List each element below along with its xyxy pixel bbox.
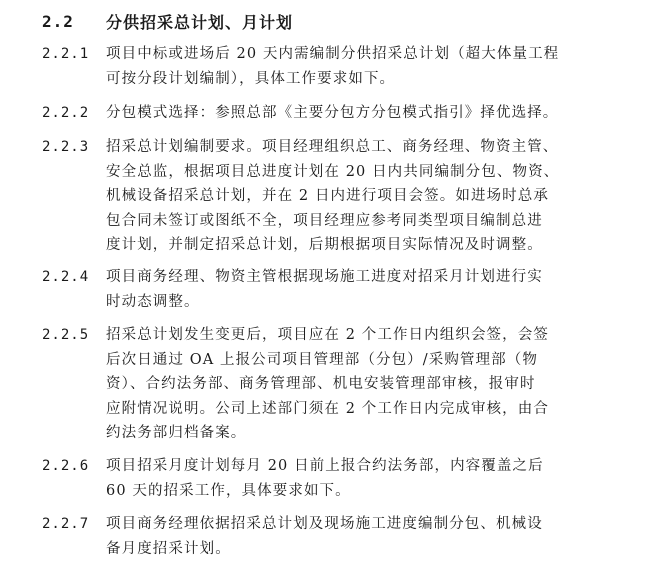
text-line: 项目中标或进场后 20 天内需编制分供招采总计划（超大体量工程 [106, 46, 560, 62]
text-line: 应附情况说明。公司上述部门须在 2 个工作日内完成审核，由合 [106, 400, 549, 417]
text-line: 项目招采月度计划每月 20 日前上报合约法务部，内容覆盖之后 [106, 458, 544, 474]
text-line: 备月度招采计划。 [106, 540, 231, 557]
text-line: 分包模式选择：参照总部《主要分包方分包模式指引》择优选择。 [106, 105, 559, 121]
clause-number: 2.2.2 [42, 105, 90, 121]
text-line: 60 天的招采工作，具体要求如下。 [106, 482, 351, 499]
text-line: 可按分段计划编制），具体工作要求如下。 [106, 70, 396, 87]
text-line: 安全总监，根据项目总进度计划在 20 日内共同编制分包、物资、 [106, 163, 560, 180]
clause-text [106, 42, 559, 91]
section-heading [42, 8, 293, 34]
text-line: 时动态调整。 [106, 293, 200, 310]
clause-text [106, 454, 544, 503]
clause-2-2-1 [42, 42, 559, 91]
clause-number: 2.2.4 [42, 269, 90, 285]
clause-text [106, 323, 549, 446]
text-line: 项目商务经理、物资主管根据现场施工进度对招采月计划进行实 [106, 269, 543, 285]
text-line: 度计划，并制定招采总计划，后期根据项目实际情况及时调整。 [106, 237, 543, 253]
text-line: 约法务部归档备案。 [106, 425, 247, 441]
clause-text [106, 265, 543, 314]
clause-number: 2.2.5 [42, 327, 90, 343]
text-line: 包合同未签订或图纸不全，项目经理应参考同类型项目编制总进 [106, 212, 543, 229]
clause-text [106, 135, 559, 258]
clause-number: 2.2.6 [42, 458, 90, 474]
clause-number: 2.2.7 [42, 516, 90, 532]
clause-2-2-3 [42, 135, 559, 258]
clause-number: 2.2.1 [42, 46, 90, 62]
text-line: 项目商务经理依据招采总计划及现场施工进度编制分包、机械设 [106, 516, 543, 532]
clause-number: 2.2.3 [42, 139, 90, 155]
text-line: 招采总计划发生变更后，项目应在 2 个工作日内组织会签，会签 [106, 327, 549, 343]
text-line: 资）、合约法务部、商务管理部、机电安装管理部审核，报审时 [106, 376, 536, 392]
clause-2-2-4 [42, 265, 543, 314]
clause-text [106, 101, 558, 126]
text-line: 招采总计划编制要求。项目经理组织总工、商务经理、物资主管、 [106, 139, 559, 155]
clause-text [106, 512, 543, 561]
text-line: 机械设备招采总计划，并在 2 日内进行项目会签。如进场时总承 [106, 188, 549, 204]
clause-2-2-5 [42, 323, 549, 446]
clause-2-2-7 [42, 512, 543, 561]
clause-2-2-2 [42, 101, 558, 126]
section-title: 分供招采总计划、月计划 [106, 12, 294, 32]
clause-2-2-6 [42, 454, 544, 503]
text-line: 后次日通过 OA 上报公司项目管理部（分包）/采购管理部（物 [106, 351, 538, 368]
section-number: 2.2 [42, 11, 74, 31]
